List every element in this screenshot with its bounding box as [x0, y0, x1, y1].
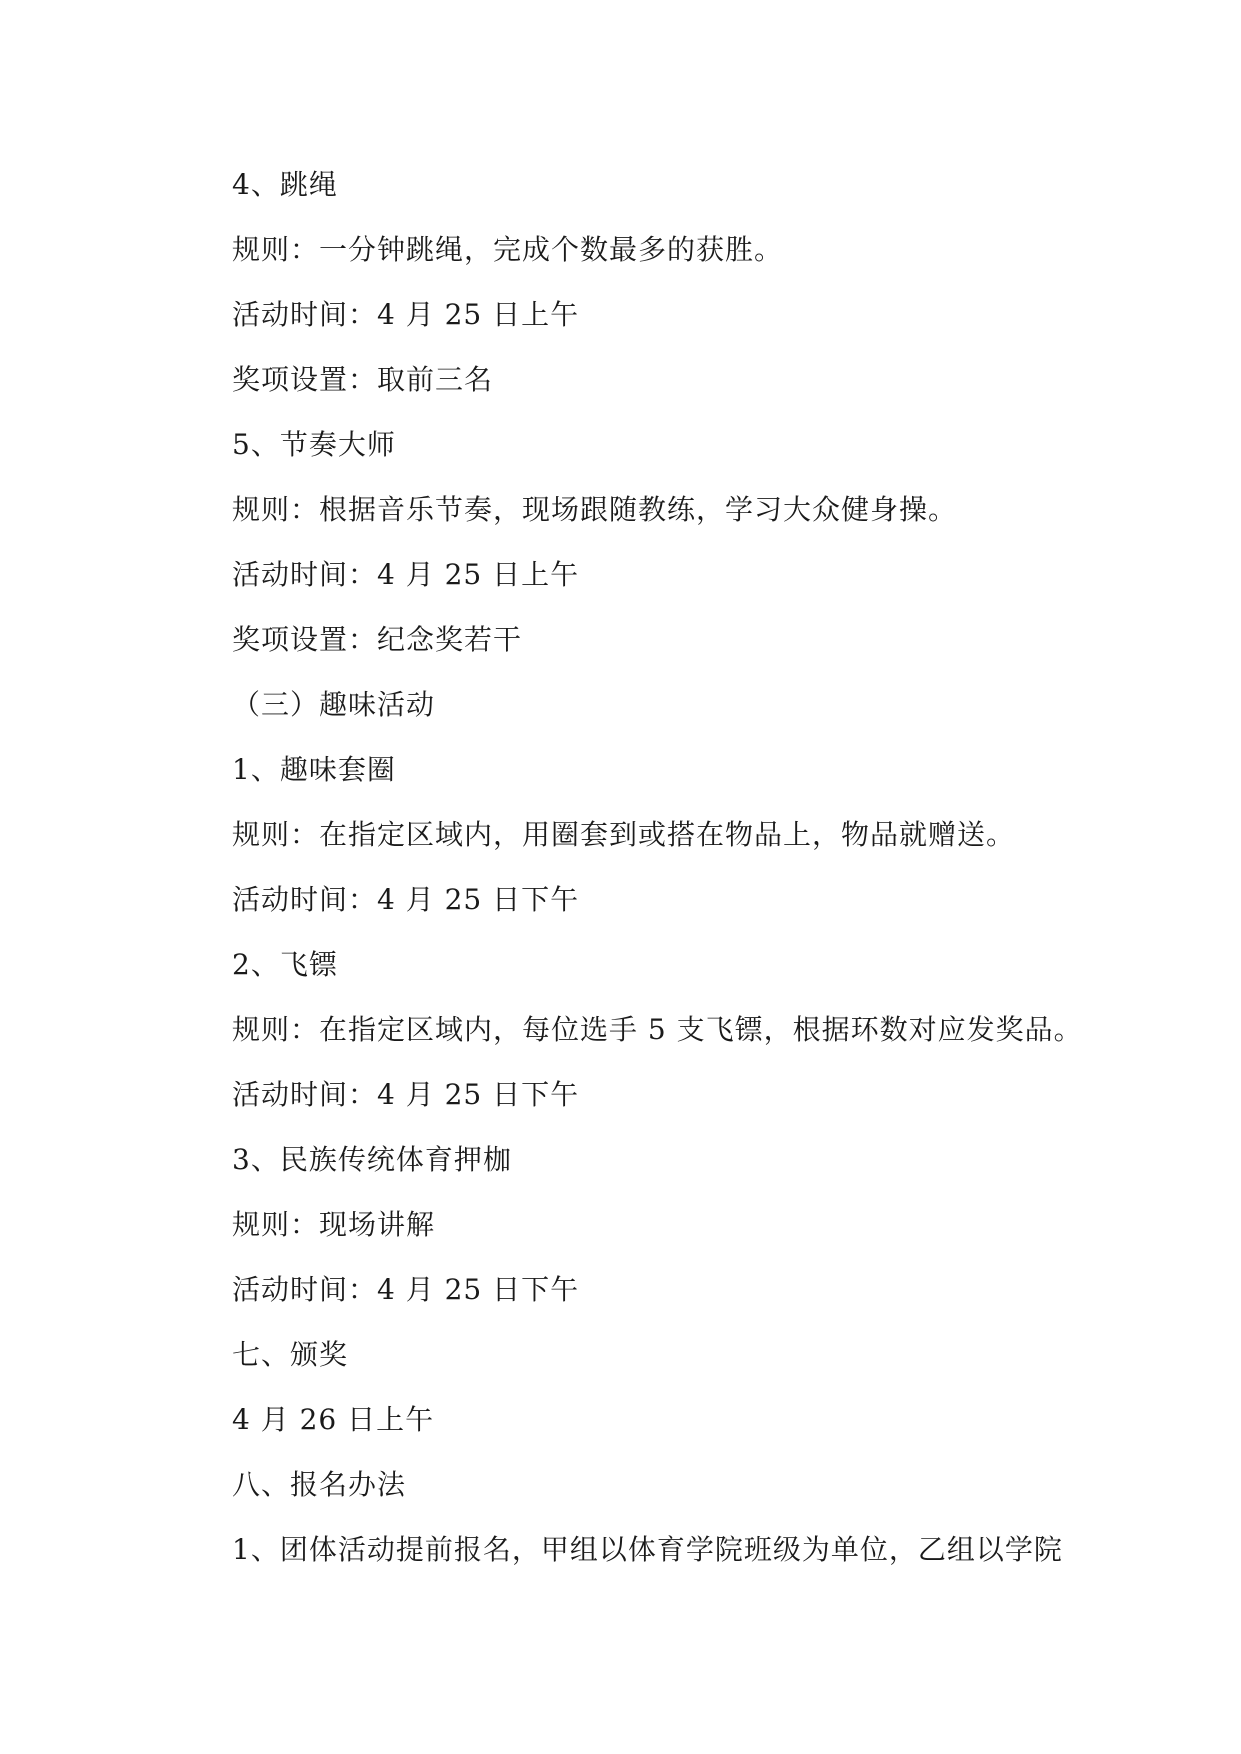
rule-text: 规则：在指定区域内，每位选手 5 支飞镖，根据环数对应发奖品。: [232, 1013, 1083, 1046]
award-setting: 奖项设置：取前三名: [232, 363, 494, 396]
chapter-heading: 七、颁奖: [232, 1338, 349, 1371]
activity-time: 活动时间：4 月 25 日上午: [232, 558, 580, 591]
section-heading: （三）趣味活动: [232, 688, 436, 721]
rule-text: 规则：现场讲解: [232, 1208, 436, 1241]
rule-text: 规则：根据音乐节奏，现场跟随教练，学习大众健身操。: [232, 493, 958, 526]
rule-text: 规则：一分钟跳绳，完成个数最多的获胜。: [232, 233, 784, 266]
item-heading: 1、趣味套圈: [232, 753, 396, 786]
item-heading: 5、节奏大师: [232, 428, 396, 461]
award-date: 4 月 26 日上午: [232, 1403, 435, 1436]
rule-text: 规则：在指定区域内，用圈套到或搭在物品上，物品就赠送。: [232, 818, 1016, 851]
activity-time: 活动时间：4 月 25 日下午: [232, 883, 580, 916]
item-heading: 3、民族传统体育押枷: [232, 1143, 512, 1176]
item-heading: 4、跳绳: [232, 168, 338, 201]
item-heading: 2、飞镖: [232, 948, 338, 981]
registration-text: 1、团体活动提前报名，甲组以体育学院班级为单位，乙组以学院: [232, 1533, 1063, 1566]
activity-time: 活动时间：4 月 25 日下午: [232, 1078, 580, 1111]
chapter-heading: 八、报名办法: [232, 1468, 407, 1501]
activity-time: 活动时间：4 月 25 日下午: [232, 1273, 580, 1306]
document-body: [232, 152, 1112, 1582]
award-setting: 奖项设置：纪念奖若干: [232, 623, 523, 656]
activity-time: 活动时间：4 月 25 日上午: [232, 298, 580, 331]
